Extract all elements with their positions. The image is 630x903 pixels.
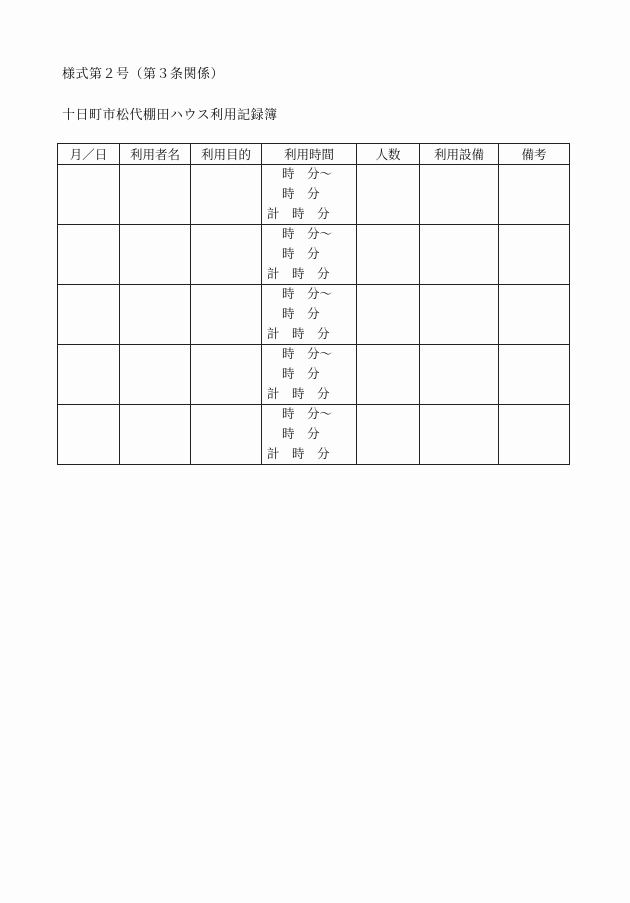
usage-time-cell[interactable] [262,405,357,465]
equipment-cell[interactable] [420,345,499,405]
time-total: 計 時 分 [267,266,330,281]
remarks-cell[interactable] [499,405,570,465]
time-start: 時 分～ [282,346,333,361]
purpose-cell[interactable] [191,345,262,405]
header-user-name: 利用者名 [120,144,191,165]
time-end: 時 分 [282,426,320,441]
time-total: 計 時 分 [267,446,330,461]
equipment-cell[interactable] [420,165,499,225]
user-name-cell[interactable] [120,345,191,405]
people-cell[interactable] [357,345,420,405]
header-people: 人数 [357,144,420,165]
time-total: 計 時 分 [267,386,330,401]
time-end: 時 分 [282,186,320,201]
time-end: 時 分 [282,246,320,261]
remarks-cell[interactable] [499,345,570,405]
usage-time-cell[interactable] [262,285,357,345]
time-start: 時 分～ [282,226,333,241]
header-usage-time: 利用時間 [262,144,357,165]
document-title: 十日町市松代棚田ハウス利用記録簿 [62,108,278,123]
header-remarks: 備考 [499,144,570,165]
user-name-cell[interactable] [120,285,191,345]
user-name-cell[interactable] [120,225,191,285]
header-date: 月／日 [58,144,120,165]
people-cell[interactable] [357,165,420,225]
user-name-cell[interactable] [120,165,191,225]
table-row [58,165,570,225]
date-cell[interactable] [58,345,120,405]
usage-time-cell[interactable] [262,225,357,285]
user-name-cell[interactable] [120,405,191,465]
purpose-cell[interactable] [191,225,262,285]
time-end: 時 分 [282,366,320,381]
header-row [58,144,570,165]
time-end: 時 分 [282,306,320,321]
usage-time-cell[interactable] [262,165,357,225]
purpose-cell[interactable] [191,285,262,345]
table-row [58,405,570,465]
header-equipment: 利用設備 [420,144,499,165]
purpose-cell[interactable] [191,165,262,225]
time-start: 時 分～ [282,166,333,181]
time-start: 時 分～ [282,286,333,301]
date-cell[interactable] [58,225,120,285]
remarks-cell[interactable] [499,165,570,225]
header-purpose: 利用目的 [191,144,262,165]
table-row [58,285,570,345]
date-cell[interactable] [58,285,120,345]
time-start: 時 分～ [282,406,333,421]
equipment-cell[interactable] [420,405,499,465]
table-row [58,345,570,405]
remarks-cell[interactable] [499,225,570,285]
table-row [58,225,570,285]
form-number: 様式第２号（第３条関係） [62,67,225,82]
remarks-cell[interactable] [499,285,570,345]
time-total: 計 時 分 [267,326,330,341]
date-cell[interactable] [58,405,120,465]
people-cell[interactable] [357,225,420,285]
people-cell[interactable] [357,405,420,465]
usage-record-table [57,143,570,465]
time-total: 計 時 分 [267,206,330,221]
purpose-cell[interactable] [191,405,262,465]
date-cell[interactable] [58,165,120,225]
usage-time-cell[interactable] [262,345,357,405]
people-cell[interactable] [357,285,420,345]
equipment-cell[interactable] [420,285,499,345]
equipment-cell[interactable] [420,225,499,285]
